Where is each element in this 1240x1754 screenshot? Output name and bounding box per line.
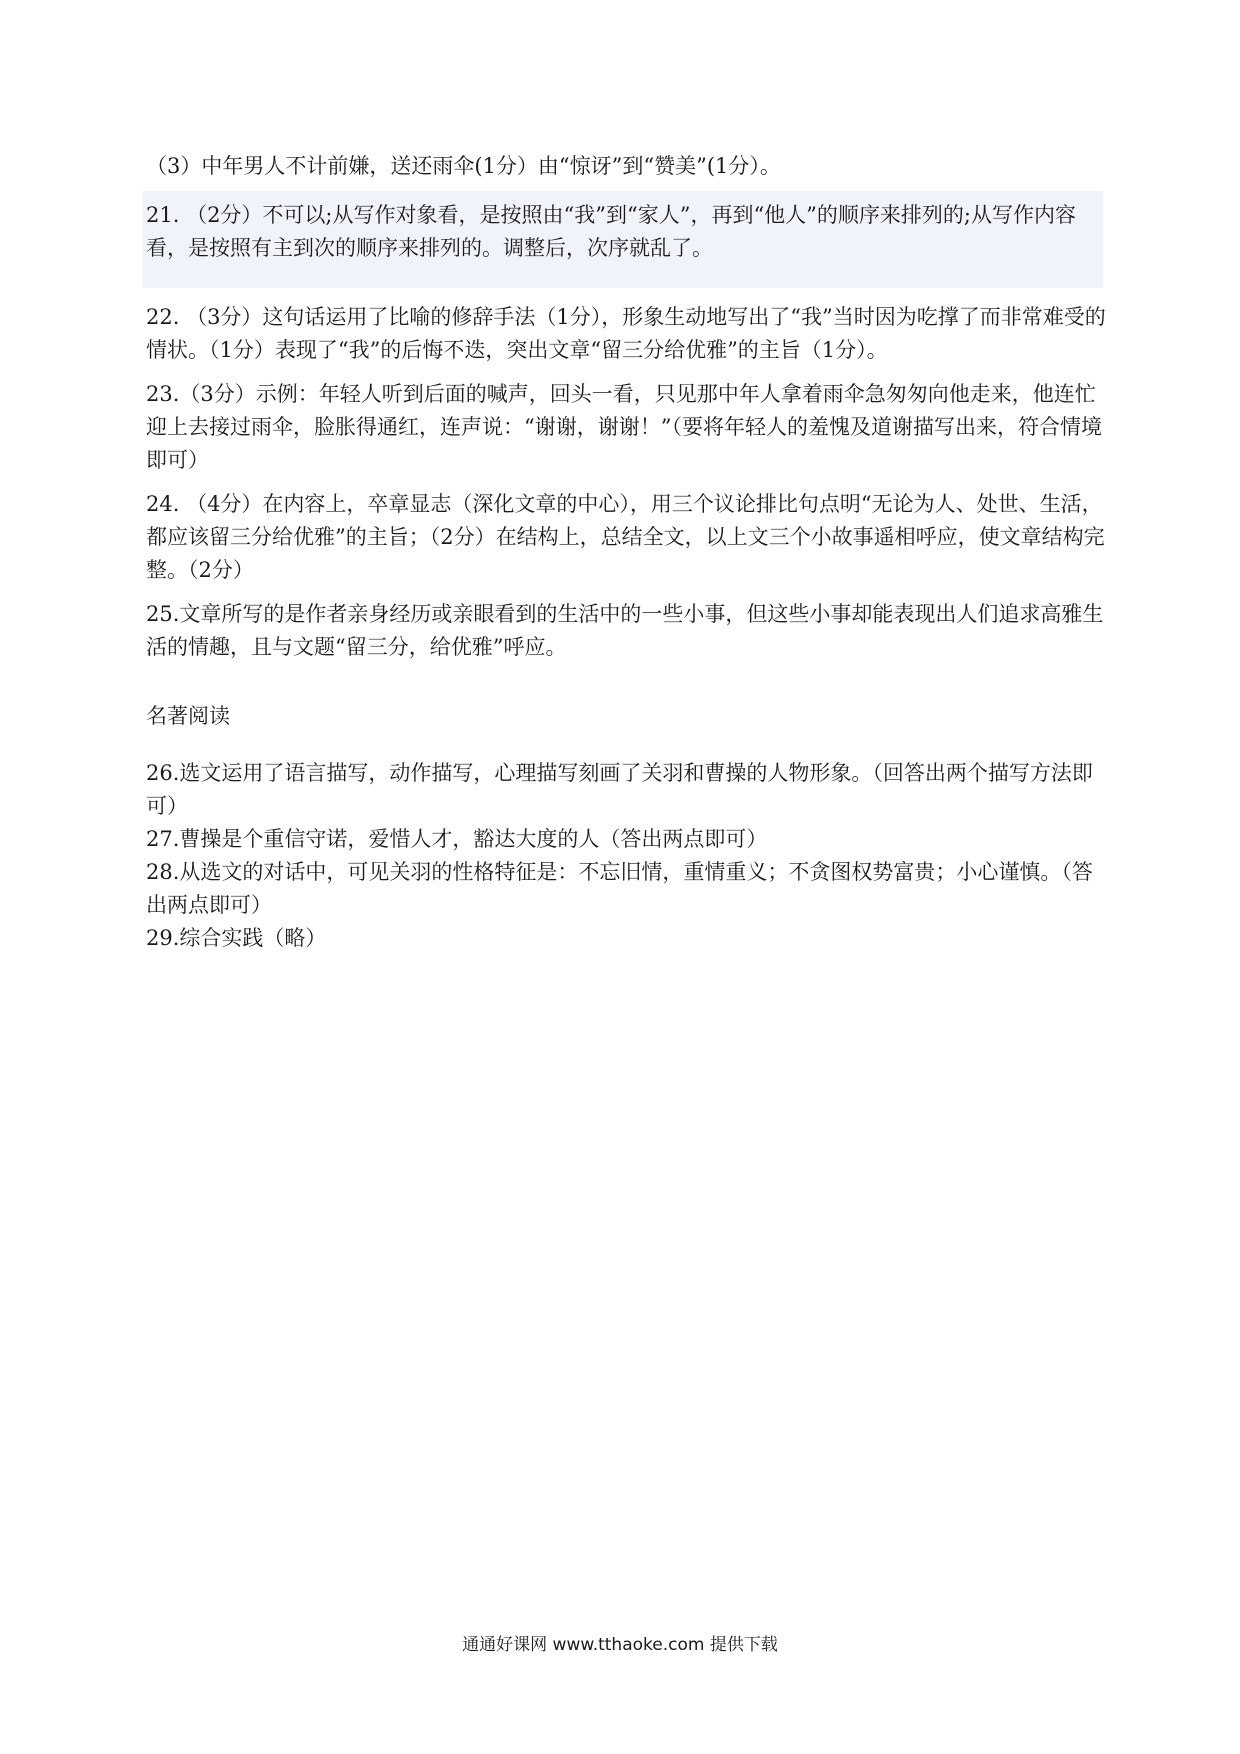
- answer-item-3: （3）中年男人不计前嫌，送还雨伞(1分）由“惊讶”到“赞美”(1分）。: [146, 154, 781, 178]
- answer-24: 24. （4分）在内容上，卒章显志（深化文章的中心），用三个议论排比句点明“无论为人、处世、生活，都应该留三分给优雅”的主旨；（2分）在结构上，总结全文，以上文三个小故事遥相呼应，使文章结构完整。（2分）: [146, 492, 1105, 582]
- answer-21-highlighted: 21. （2分）不可以;从写作对象看，是按照由“我”到“家人”，再到“他人”的顺序来排列的;从写作内容看，是按照有主到次的顺序来排列的。调整后，次序就乱了。: [143, 191, 1103, 288]
- answer-26: 26.选文运用了语言描写，动作描写，心理描写刻画了关羽和曹操的人物形象。（回答出两个描写方法即可）: [146, 761, 1093, 818]
- answer-23: 23.（3分）示例：年轻人听到后面的喊声，回头一看，只见那中年人拿着雨伞急匆匆向他走来，他连忙迎上去接过雨伞，脸胀得通红，连声说：“谢谢，谢谢！”（要将年轻人的羞愧及道谢描写出来，符合情境即可）: [146, 382, 1102, 472]
- page-footer: 通通好课网 www.tthaoke.com 提供下载: [462, 1635, 778, 1655]
- answer-27: 27.曹操是个重信守诺，爱惜人才，豁达大度的人（答出两点即可）: [146, 827, 768, 851]
- answer-25: 25.文章所写的是作者亲身经历或亲眼看到的生活中的一些小事，但这些小事却能表现出人们追求高雅生活的情趣，且与文题“留三分，给优雅”呼应。: [146, 602, 1104, 659]
- answer-22: 22. （3分）这句话运用了比喻的修辞手法（1分），形象生动地写出了“我”当时因为吃撑了而非常难受的情状。（1分）表现了“我”的后悔不迭，突出文章“留三分给优雅”的主旨（1分）。: [146, 305, 1106, 362]
- section-heading: 名著阅读: [146, 704, 230, 728]
- answer-29: 29.综合实践（略）: [146, 926, 327, 950]
- answer-28: 28.从选文的对话中，可见关羽的性格特征是：不忘旧情，重情重义；不贪图权势富贵；小心谨慎。（答出两点即可）: [146, 860, 1093, 917]
- answer-content: [146, 150, 1106, 955]
